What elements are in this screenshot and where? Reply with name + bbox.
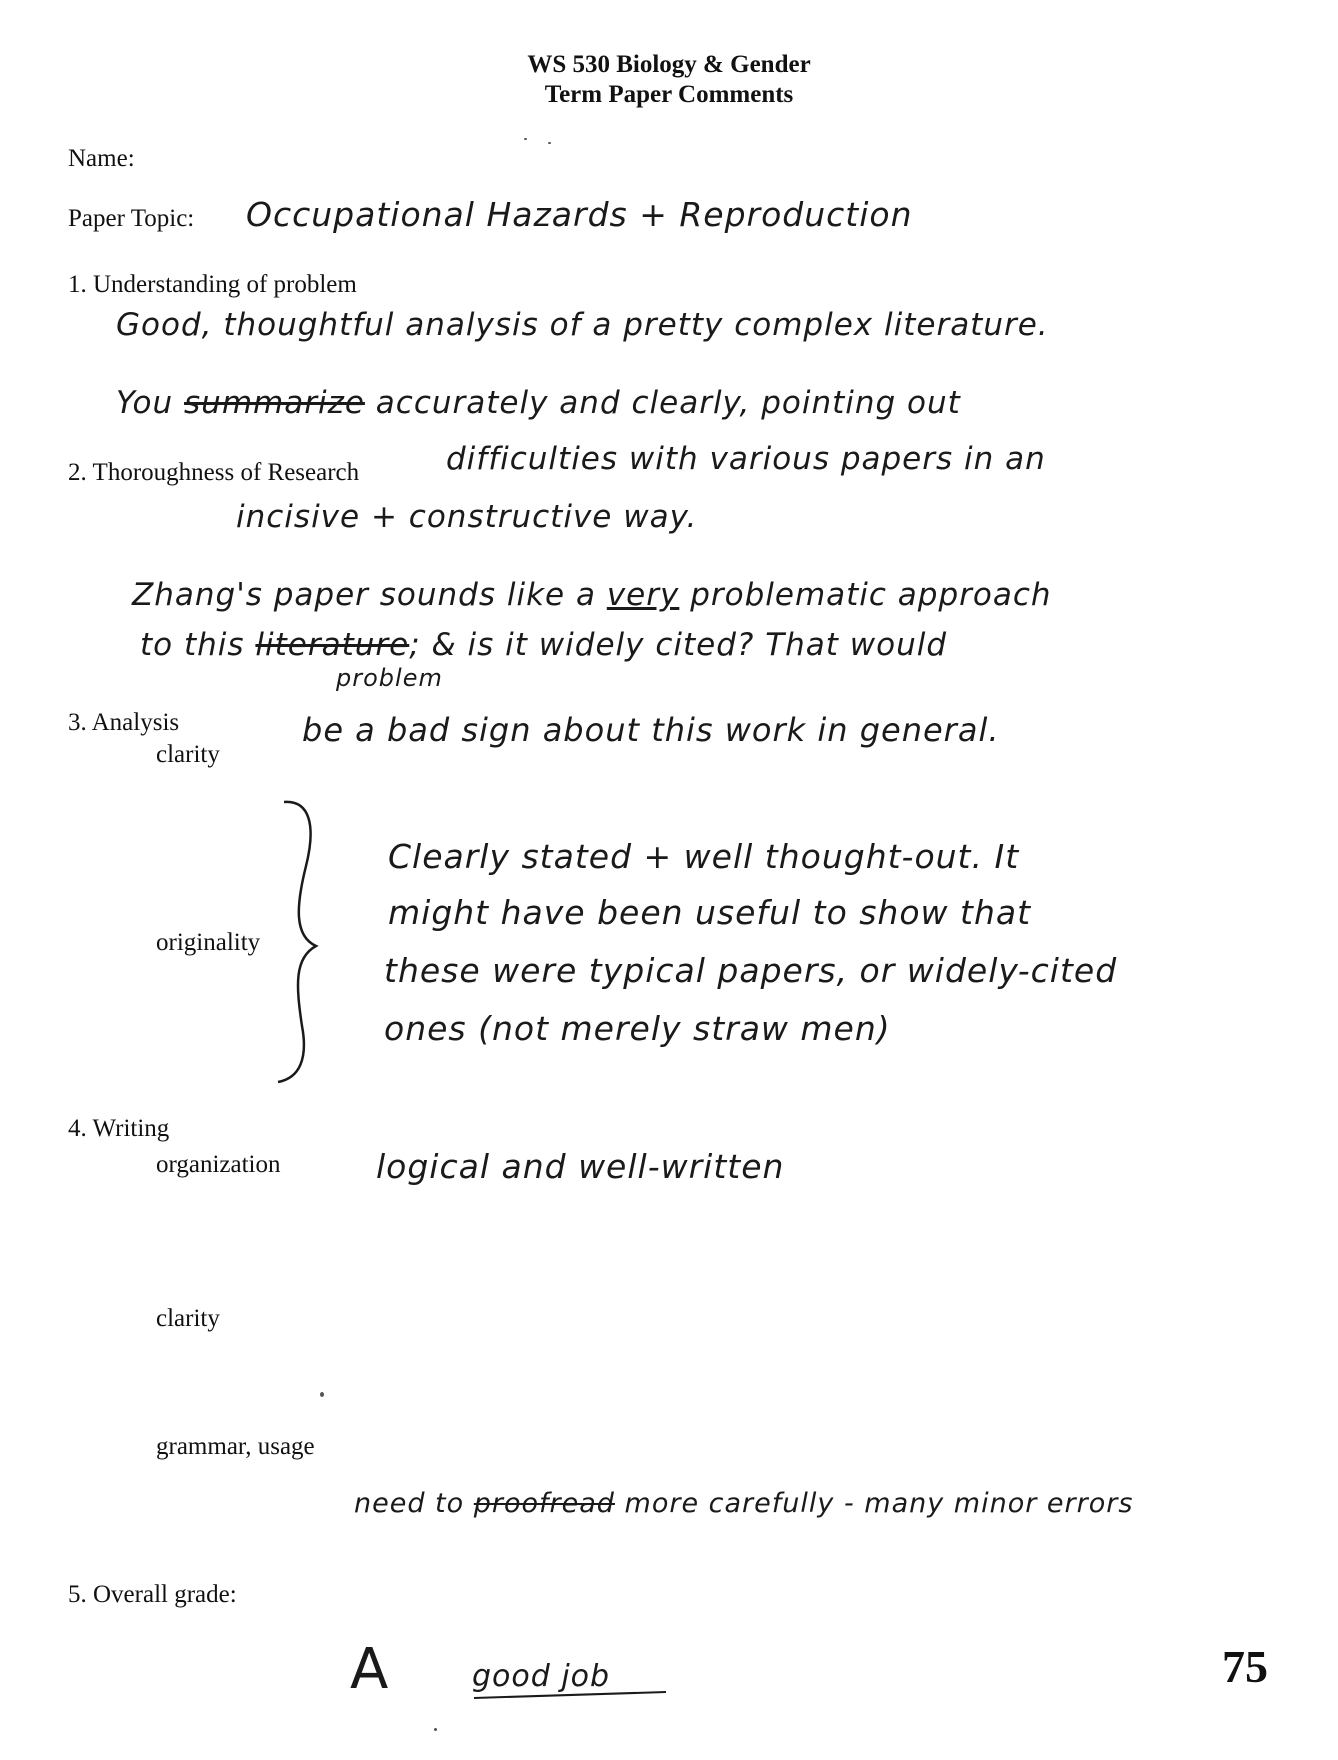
s3-comment-line-2: to this literature; & is it widely cited? That would	[140, 627, 948, 663]
topic-handwriting: Occupational Hazards + Reproduction	[246, 195, 913, 234]
grade-letter: A	[350, 1637, 390, 1702]
writing-clarity-label: clarity	[156, 1305, 220, 1332]
section-3-label: 3. Analysis	[68, 709, 180, 736]
orig-comment-line-3: these were typical papers, or widely-cited	[384, 951, 1118, 990]
analysis-clarity-label: clarity	[156, 741, 220, 768]
struck-word: literature	[255, 627, 410, 663]
s1-comment-line-1: Good, thoughtful analysis of a pretty complex literature.	[116, 307, 1049, 343]
s3-comment-line-1: Zhang's paper sounds like a very problematic approach	[132, 577, 1052, 613]
topic-label: Paper Topic:	[68, 205, 195, 232]
grade-note: good job	[472, 1659, 611, 1694]
organization-label: organization	[156, 1151, 281, 1178]
grammar-label: grammar, usage	[156, 1433, 315, 1460]
s3-comment-line-3: be a bad sign about this work in general.	[302, 711, 1000, 749]
orig-comment-line-2: might have been useful to show that	[388, 893, 1032, 932]
score-number: 75	[1222, 1641, 1268, 1692]
scan-speck	[548, 142, 551, 144]
originality-label: originality	[156, 929, 261, 956]
scan-speck	[524, 138, 527, 140]
scan-speck	[434, 1728, 437, 1731]
section-2-label: 2. Thoroughness of Research	[68, 459, 360, 486]
s3-insert-word: problem	[336, 664, 443, 692]
scan-speck	[320, 1392, 324, 1397]
section-4-label: 4. Writing	[68, 1115, 170, 1142]
s1-comment-line-2: You summarize accurately and clearly, pointing out	[116, 385, 961, 421]
grade-underline	[470, 1688, 670, 1704]
sheet-title: Term Paper Comments	[544, 81, 794, 108]
organization-comment: logical and well-written	[376, 1147, 785, 1186]
grammar-comment: need to proofread more carefully - many minor errors	[354, 1488, 1134, 1519]
course-title: WS 530 Biology & Gender	[527, 51, 811, 78]
underlined-word: very	[606, 577, 680, 613]
section-1-label: 1. Understanding of problem	[68, 271, 357, 298]
s1-comment-line-3: difficulties with various papers in an	[446, 441, 1046, 477]
orig-comment-line-4: ones (not merely straw men)	[384, 1009, 891, 1048]
brace-mark	[270, 796, 330, 1086]
s1-comment-line-4: incisive + constructive way.	[236, 499, 698, 535]
struck-word: proofread	[473, 1488, 615, 1519]
name-label: Name:	[68, 145, 135, 172]
section-5-label: 5. Overall grade:	[68, 1581, 237, 1608]
struck-word: summarize	[184, 385, 365, 421]
orig-comment-line-1: Clearly stated + well thought-out. It	[388, 837, 1020, 876]
